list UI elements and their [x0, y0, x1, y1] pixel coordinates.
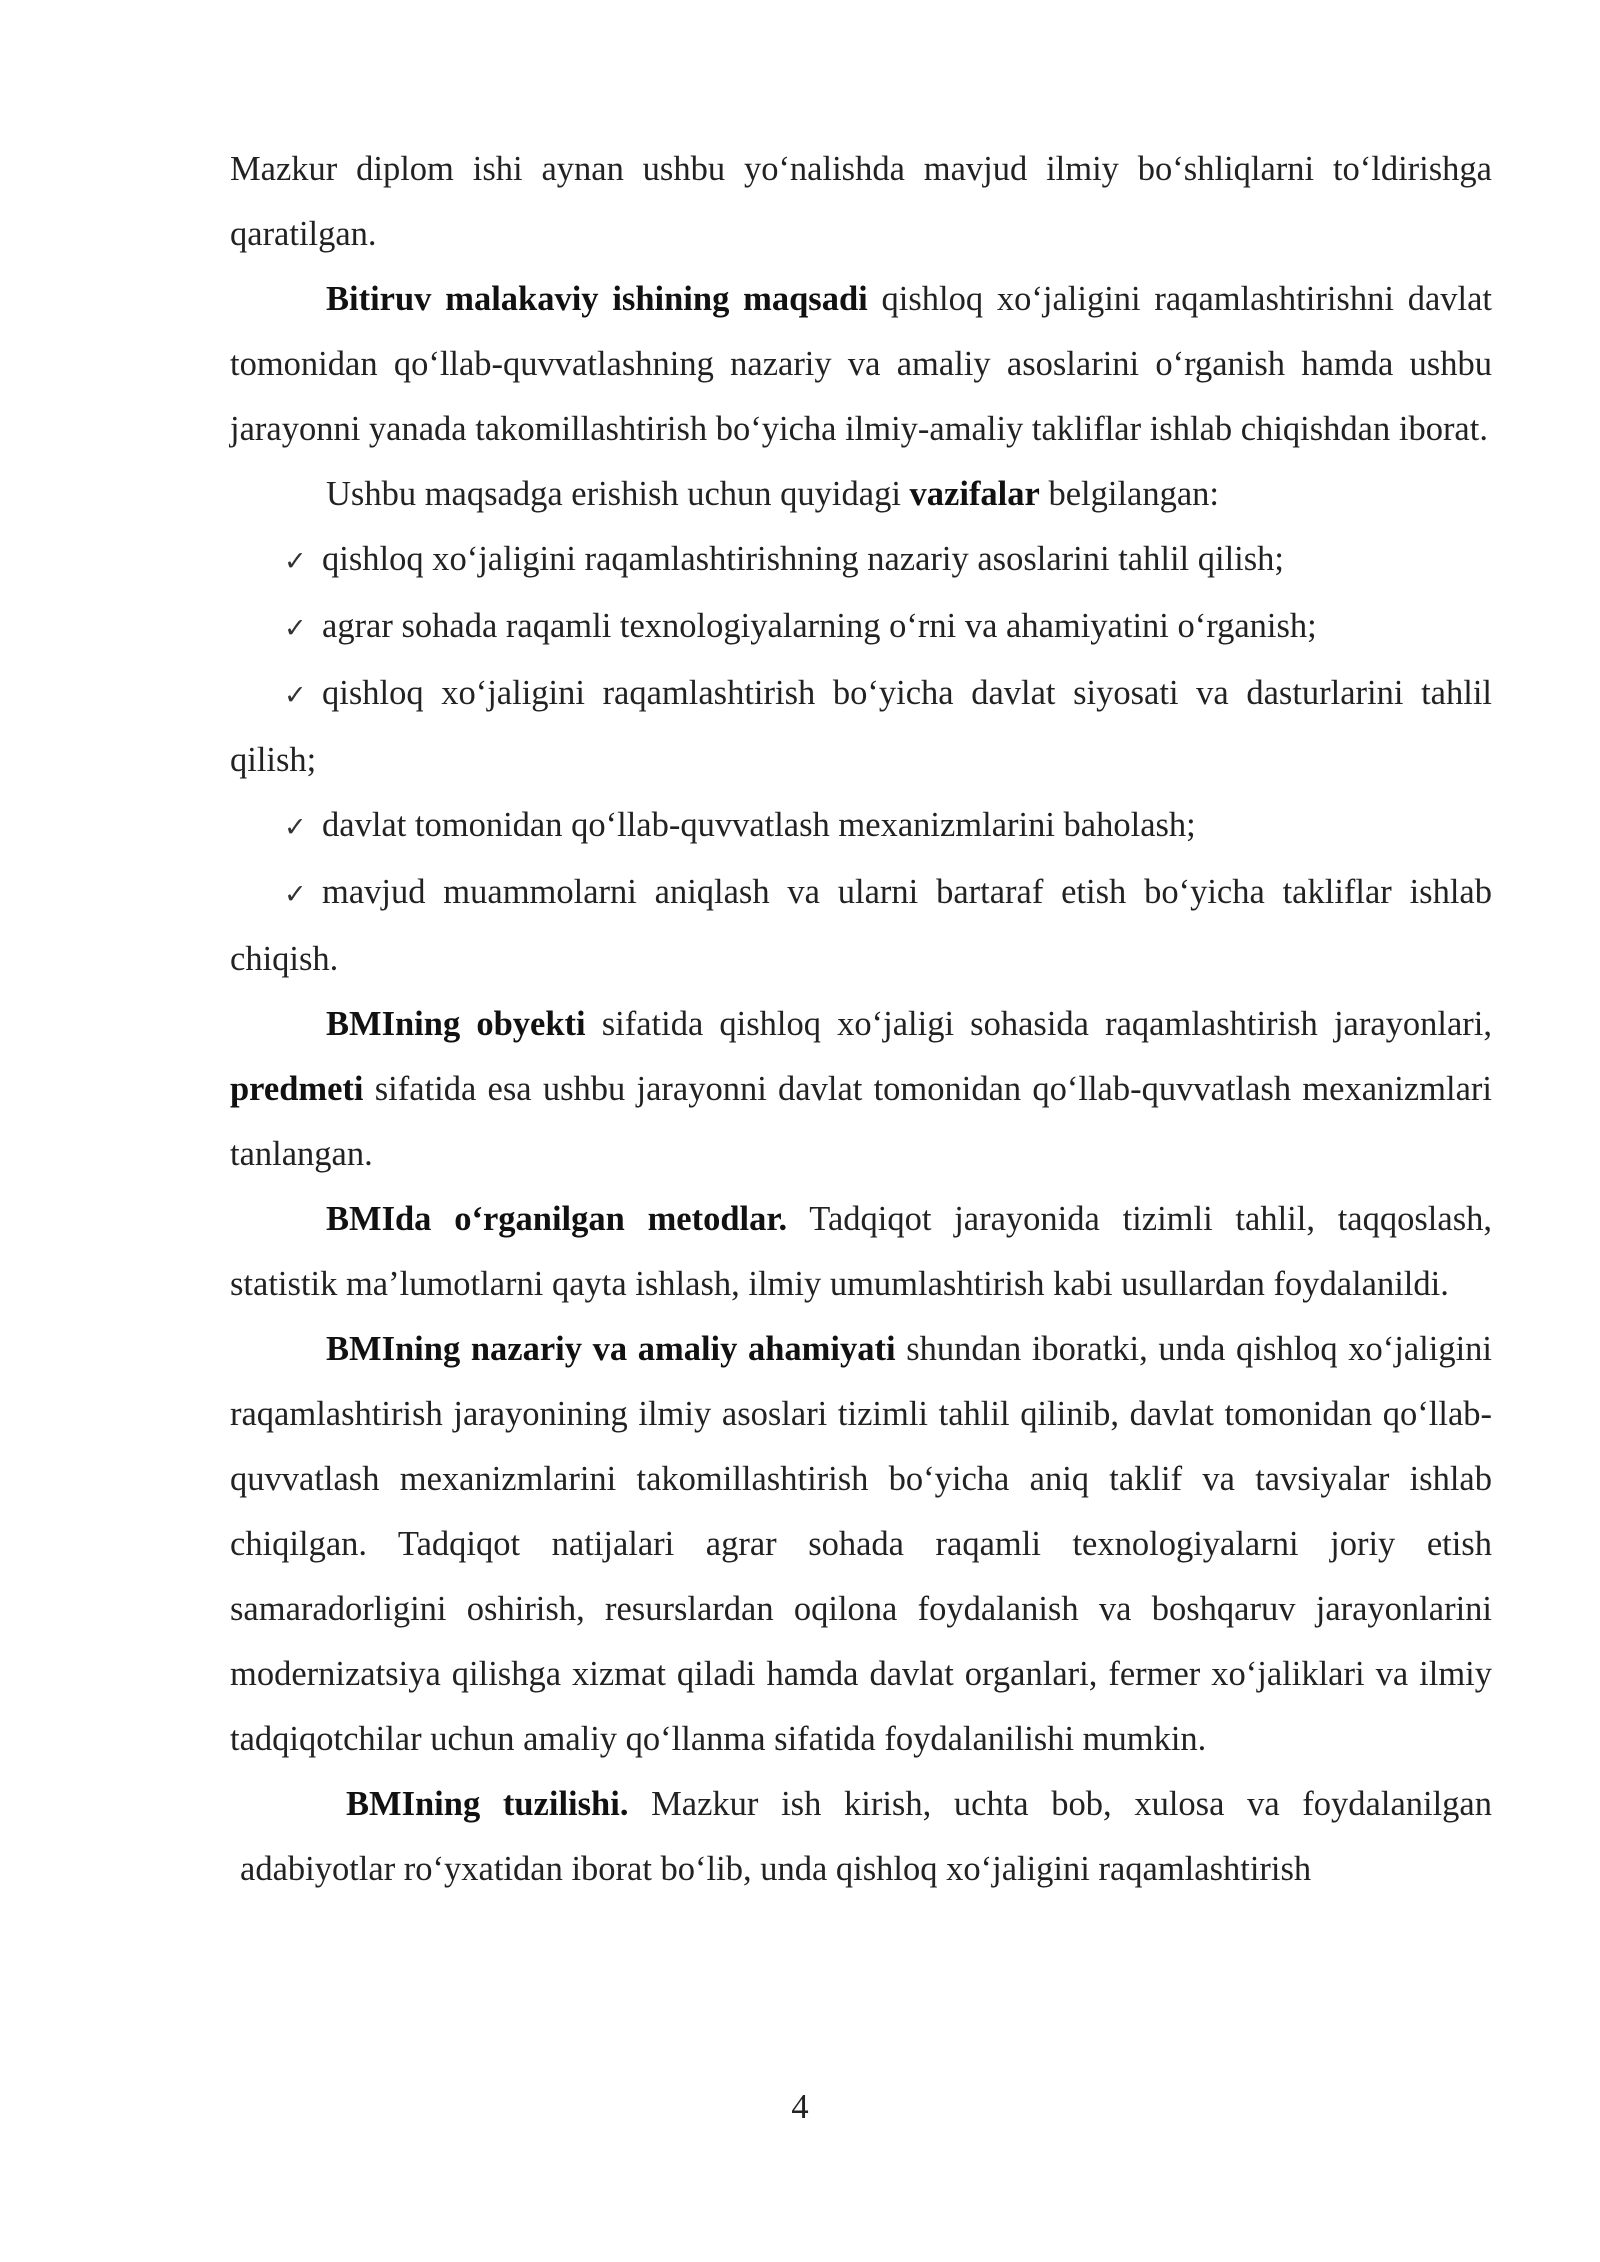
- methods-text: Tadqiqot jarayonida tizimli tahlil, taqqoslash, statistik ma’lumotlarni qayta ishlash, ilmiy umumlashtirish kabi usullardan foydalanildi.: [230, 1200, 1492, 1303]
- subject-text: sifatida esa ushbu jarayonni davlat tomonidan qo‘llab-quvvatlash mexanizmlari tanlangan.: [230, 1070, 1492, 1173]
- checkmark-icon: ✓: [284, 680, 307, 711]
- tasks-lead: [230, 462, 1492, 527]
- goal-heading: Bitiruv malakaviy ishining maqsadi: [326, 280, 868, 318]
- methods-heading: BMIda o‘rganilgan metodlar.: [326, 1200, 788, 1238]
- object-text: sifatida qishloq xo‘jaligi sohasida raqamlashtirish jarayonlari,: [585, 1005, 1492, 1043]
- object-heading: BMIning obyekti: [326, 1005, 586, 1043]
- structure-paragraph: [230, 1772, 1492, 1902]
- tasks-lead-bold: vazifalar: [909, 475, 1040, 513]
- goal-text: qishloq xo‘jaligini raqamlashtirishni davlat tomonidan qo‘llab-quvvatlashning nazariy va amaliy asoslarini o‘rganish hamda ushbu jarayonni yanada takomillashtirish bo‘yicha ilmiy-amaliy takliflar ishlab chiqishdan iborat.: [230, 280, 1492, 448]
- significance-heading: BMIning nazariy va amaliy ahamiyati: [326, 1330, 896, 1368]
- tasks-lead-before: Ushbu maqsadga erishish uchun quyidagi: [326, 475, 910, 513]
- intro-text: Mazkur diplom ishi aynan ushbu yo‘nalishda mavjud ilmiy bo‘shliqlarni to‘ldirishga qaratilgan.: [230, 150, 1492, 253]
- page-number: 4: [791, 2088, 809, 2126]
- significance-text: shundan iboratki, unda qishloq xo‘jaligini raqamlashtirish jarayonining ilmiy asoslari tizimli tahlil qilinib, davlat tomonidan qo‘llab-quvvatlash mexanizmlarini takomillashtirish bo‘yicha aniq taklif va tavsiyalar ishlab chiqilgan. Tadqiqot natijalari agrar sohada raqamli texnologiyalarni joriy etish samaradorligini oshirish, resurslardan oqilona foydalanish va boshqaruv jarayonlarini modernizatsiya qilishga xizmat qiladi hamda davlat organlari, fermer xo‘jaliklari va ilmiy tadqiqotchilar uchun amaliy qo‘llanma sifatida foydalanilishi mumkin.: [230, 1330, 1493, 1758]
- subject-heading: predmeti: [230, 1070, 364, 1108]
- significance-paragraph: [230, 1317, 1492, 1772]
- task-item-text: davlat tomonidan qo‘llab-quvvatlash mexanizmlarini baholash;: [322, 806, 1196, 844]
- methods-paragraph: [230, 1187, 1492, 1317]
- task-item-text: qishloq xo‘jaligini raqamlashtirishning nazariy asoslarini tahlil qilish;: [322, 540, 1285, 578]
- structure-text: Mazkur ish kirish, uchta bob, xulosa va foydalanilgan adabiyotlar ro‘yxatidan iborat bo‘lib, unda qishloq xo‘jaligini raqamlashtirish: [240, 1785, 1492, 1888]
- checkmark-icon: ✓: [284, 812, 307, 843]
- structure-heading: BMIning tuzilishi.: [346, 1785, 629, 1823]
- task-item: [230, 661, 1492, 793]
- task-item: [230, 527, 1492, 594]
- tasks-lead-after: belgilangan:: [1039, 475, 1219, 513]
- object-paragraph: [230, 992, 1492, 1187]
- checkmark-icon: ✓: [284, 879, 307, 910]
- body-text: [230, 137, 1492, 1902]
- task-item-text: qishloq xo‘jaligini raqamlashtirish bo‘yicha davlat siyosati va dasturlarini tahlil qilish;: [230, 674, 1492, 779]
- task-item: [230, 793, 1492, 860]
- intro-paragraph: [230, 137, 1492, 267]
- task-item-text: agrar sohada raqamli texnologiyalarning o‘rni va ahamiyatini o‘rganish;: [322, 607, 1317, 645]
- checkmark-icon: ✓: [284, 613, 307, 644]
- task-item: [230, 594, 1492, 661]
- task-item-text: mavjud muammolarni aniqlash va ularni bartaraf etish bo‘yicha takliflar ishlab chiqish.: [230, 873, 1492, 978]
- task-item: [230, 860, 1492, 992]
- goal-paragraph: [230, 267, 1492, 462]
- checkmark-icon: ✓: [284, 546, 307, 577]
